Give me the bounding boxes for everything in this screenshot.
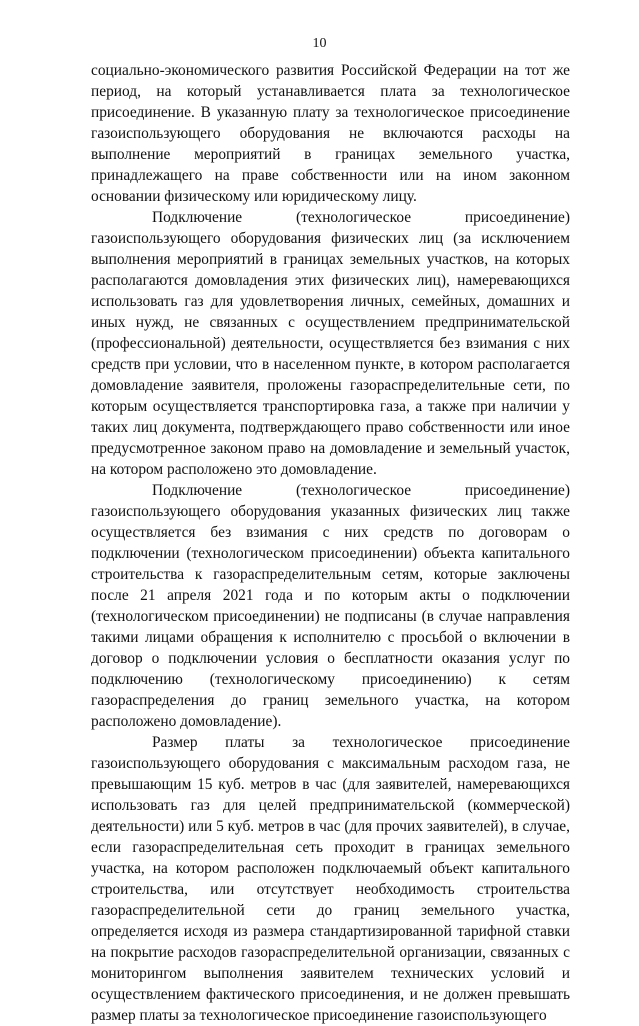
document-body [91, 60, 570, 1026]
paragraph-fee-size: Размер платы за технологическое присоединение газоиспользующего оборудования с максимальным расходом газа, не превышающим 15 куб. метров в час (для заявителей, намеревающихся использовать газ для целей предпринимательской (коммерческой) деятельности) или 5 куб. метров в час (для прочих заявителей), в случае, если газораспределительная сеть проходит в границах земельного участка, на котором расположен подключаемый объект капитального строительства, или отсутствует необходимость строительства газораспределительной сети до границ земельного участка, определяется исходя из размера стандартизированной тарифной ставки на покрытие расходов газораспределительной организации, связанных с мониторингом выполнения заявителем технических условий и осуществлением фактического присоединения, и не должен превышать размер платы за технологическое присоединение газоиспользующего [91, 734, 570, 1024]
paragraph-continuation: социально-экономического развития Российской Федерации на тот же период, на который устанавливается плата за технологическое присоединение. В указанную плату за технологическое присоединение газоиспользующего оборудования не включаются расходы на выполнение мероприятий в границах земельного участка, принадлежащего на праве собственности или на ином законном основании физическому или юридическому лицу. [91, 62, 570, 205]
paragraph-contracts-after-2021: Подключение (технологическое присоединение) газоиспользующего оборудования указанных физических лиц также осуществляется без взимания с них средств по договорам о подключении (технологическом присоединении) объекта капитального строительства к газораспределительным сетям, которые заключены после 21 апреля 2021 года и по которым акты о подключении (технологическом присоединении) не подписаны (в случае направления такими лицами обращения к исполнителю с просьбой о включении в договор о подключении условия о бесплатности оказания услуг по подключению (технологическому присоединению) к сетям газораспределения до границ земельного участка, на котором расположено домовладение). [91, 482, 570, 730]
page-number: 10 [312, 36, 327, 51]
paragraph-free-connection: Подключение (технологическое присоединение) газоиспользующего оборудования физических лиц (за исключением выполнения мероприятий в границах земельных участков, на которых располагаются домовладения этих физических лиц), намеревающихся использовать газ для удовлетворения личных, семейных, домашних и иных нужд, не связанных с осуществлением предпринимательской (профессиональной) деятельности, осуществляется без взимания с них средств при условии, что в населенном пункте, в котором располагается домовладение заявителя, проложены газораспределительные сети, по которым осуществляется транспортировка газа, а также при наличии у таких лиц документа, подтверждающего право собственности или иное предусмотренное законом право на домовладение и земельный участок, на котором расположено это домовладение. [91, 209, 570, 478]
